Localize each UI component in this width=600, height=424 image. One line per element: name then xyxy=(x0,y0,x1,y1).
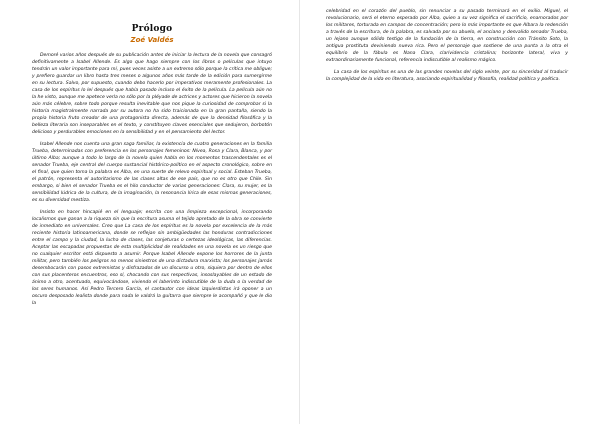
paragraph: Demoré varios años después de su publicación antes de iniciar la lectura de la novela que consagró definitivamente a Isabel Allende. Es algo que hago siempre con los libros o películas que intuyo tendrán un valor importante para mí, pues veces asiste a un extremo sólo porque la crítica me obligue; y prefiero guardar un libro hasta tres meses o algunos años más tarde de la edición para sumergirme en su lectura. Salvo, por supuesto, cuando debo hacerlo por imperativos meramente profesionales. La casa de los espíritus lo leí después que había pasado incluso el éxito de la película. La película aún no la he visto, aunque me apetece verla no sólo por la pléyade de actrices y actores que hicieron la novela aún más célebre, sobre todo porque resulta inevitable que nos pique la curiosidad de comprobar si la historia magistralmente narrada por su autora no ha sido traicionada en la gran pantalla, siendo la propia historia fruto creador de una protagonista directa, además de que la densidad filosófica y la belleza literaria son inseparables en el texto, y constituyen claves esenciales que sedujeron, borbotón delicioso y perdurables emociones en la sensibilidad y en el pensamiento del lector. xyxy=(32,53,272,135)
right-body-text xyxy=(326,8,568,83)
paragraph: La casa de los espíritus es una de las grandes novelas del siglo veinte, por su sinceridad al traducir la complejidad de la vida en literatura, asociando espiritualidad y filosofía, realidad política y poética. xyxy=(326,70,568,82)
paragraph: Insisto en hacer hincapié en el lenguaje; escrita con una limpieza excepcional, incorporando localismos que ganan a la riqueza sin que la escritura asuma el tejido apretado de la obra se convierte de inmediato en universales. Creo que La casa de los espíritus es la novela por excelencia de la más reciente historia latinoamericana, donde se reflejan sin ambigüedades las honduras contradicciones entre el campo y la ciudad, la lucha de clases, las conjeturas o certezas ideológicas, las diferencias. Aceptar las escapadas propuestas de esta multiplicidad de realidades en una novela es un riesgo que no cualquier escritor está dispuesto a asumir. Porque Isabel Allende expone los horrores de la junta militar, pero también los peligros no menos siniestros de una dictadura marxista; los personajes jamás desembocarán con pasos extremistas y disfrazados de un discurso u otro, siquiera por dentro de ellos con sus placenteros encuentros, eso sí, chocando con sus respectivas, insoslayables de un estado de ánimo a otro, acentuado, equivocándose, viviendo el laberinto indiscutible de la duda o la verdad de los seres humanos. Así Pedro Tercero García, el cantautor con ideas izquierdistas irá oponer a un oscuro desposado lealista donde para nada le valdrá la guitarra que siempre le acompañó y que le dio la xyxy=(32,210,272,306)
author-name: Zoé Valdés xyxy=(130,36,174,44)
left-body-text xyxy=(32,52,272,307)
page-title: Prólogo xyxy=(131,24,173,34)
paragraph: Isabel Allende nos cuenta una gran saga familiar, la existencia de cuatro generaciones en la familia Trueba, determinadas con preferencia en los personajes femeninos: Nívea, Rosa y Clara, Blanca, y por último Alba; aunque a todo lo largo de la novela quien habla en los momentos trascendentales es el senador Trueba, eje central del cuerpo sustancial histórico-político en el aspecto cronológico, sobre en el final, que quien toma la palabra es Alba, en una suerte de relevo espiritual y social. Esteban Trueba, el patrón, representa el autoritarismo de las clases altas de ese país, que no es otro que Chile. Sin embargo, si bien el senador Trueba es el hilo conductor de varias generaciones: Clara, su mujer, es la sensibilidad lúdrica de la cultura, de la imaginación, la resonancia lírica de esas mismas generaciones, es su diversidad mestiza. xyxy=(32,142,272,203)
right-page xyxy=(300,0,600,424)
paragraph: celebridad en el corazón del pueblo, sin renunciar a su pasado terminará en el exilio. Miguel, el revolucionario, será el eterno esperado por Alba, quien a su vez significa el sacrificio, enamorados por los militares, torturada en campos de concentración; pero lo más importante es que Albara la redención a través de la escritura, de la palabra, es salvada por su abuelo, el anciano y desvalido senador Trueba, un lejano aunque sólido testigo de la fundación de la tierra, en construcción con Tránsito Soto, la antigua prostituta deviniendo nueva rica. Pero el personaje que sostiene de una punta a la otra el equilibrio de la fábula es Nana Clara, clarividencia cristalina; horizonte lateral, viva y extraordinariamente funcional, referencia indiscutible al realismo mágico. xyxy=(326,9,568,63)
